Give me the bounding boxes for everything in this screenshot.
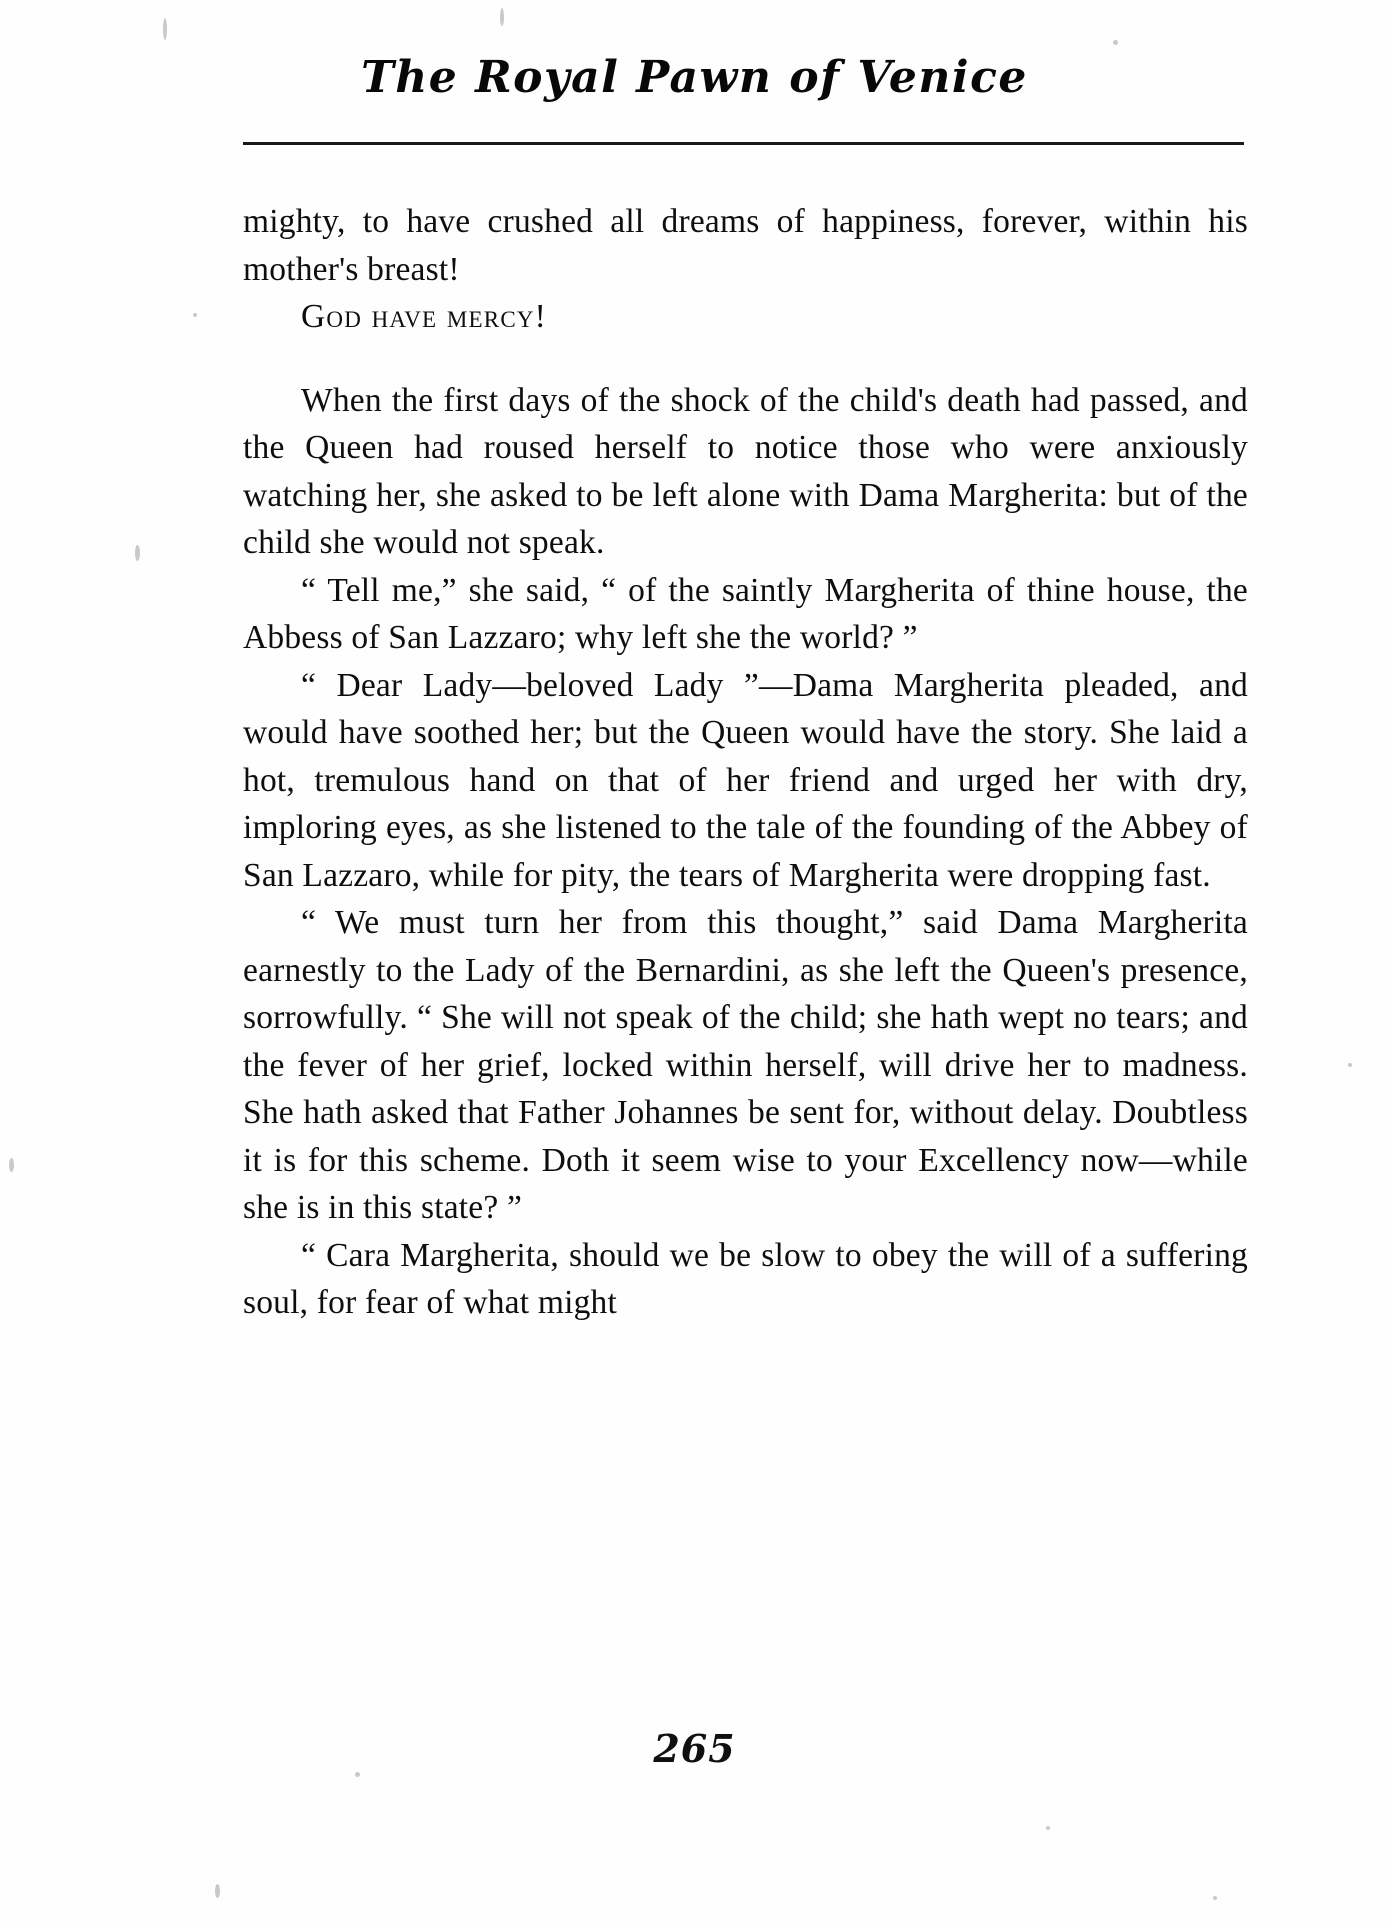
page-number: 265 xyxy=(653,1726,736,1771)
running-head-title: The Royal Pawn of Venice xyxy=(361,52,1028,103)
body-text-block xyxy=(243,198,1248,1327)
paragraph-cara-margherita: “ Cara Margherita, should we be slow to obey the will of a suffering soul, for fear of what might xyxy=(243,1236,1248,1321)
paragraph-we-must-turn-her: “ We must turn her from this thought,” said Dama Margherita earnestly to the Lady of the Bernardini, as she left the Queen's presence, sorrowfully. “ She will not speak of the child; she hath wept no tears; and the fever of her grief, locked within herself, will drive her to madness. She hath asked that Father Johannes be sent for, without delay. Doubtless it is for this scheme. Doth it seem wise to your Excellency now—while she is in this state? ” xyxy=(243,904,1248,1226)
paragraph-tell-me: “ Tell me,” she said, “ of the saintly Margherita of thine house, the Abbess of San Lazzaro; why left she the world? ” xyxy=(243,571,1248,656)
paragraph-dear-lady: “ Dear Lady—beloved Lady ”—Dama Margherita pleaded, and would have soothed her; but the Queen would have the story. She laid a hot, tremulous hand on that of her friend and urged her with dry, imploring eyes, as she listened to the tale of the founding of the Abbey of San Lazzaro, while for pity, the tears of Margherita were dropping fast. xyxy=(243,666,1248,894)
scan-speck xyxy=(1046,1826,1050,1830)
scan-speck xyxy=(1348,1063,1352,1067)
header-rule xyxy=(243,142,1244,145)
paragraph-when-the-first-days: When the first days of the shock of the child's death had passed, and the Queen had roused herself to notice those who were anxiously watching her, she asked to be left alone with Dama Margherita: but of the child she would not speak. xyxy=(243,381,1248,561)
paragraph-god-have-mercy: God have mercy! xyxy=(301,298,548,335)
scan-speck xyxy=(163,18,167,40)
paragraph-spacer xyxy=(243,341,1248,377)
scan-speck xyxy=(215,1884,220,1898)
scan-speck xyxy=(1113,40,1118,45)
scan-speck xyxy=(355,1772,360,1777)
scan-speck xyxy=(1213,1896,1217,1900)
scan-speck xyxy=(135,545,140,561)
paragraph-carryover: mighty, to have crushed all dreams of happiness, forever, within his mother's breast! xyxy=(243,203,1248,288)
scan-speck xyxy=(9,1158,14,1172)
scan-speck xyxy=(193,313,197,317)
scan-speck xyxy=(500,8,504,26)
